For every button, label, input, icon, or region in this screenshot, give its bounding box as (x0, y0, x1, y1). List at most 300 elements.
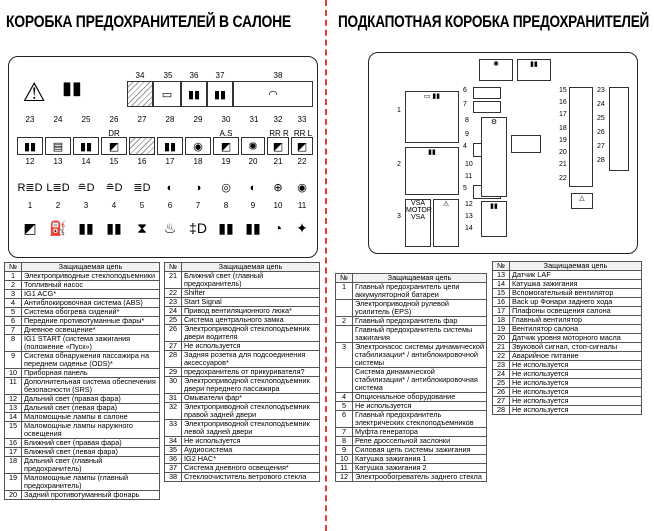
circuit-cell: Ближний свет (главный предохранитель) (182, 272, 320, 289)
fuse-number: 3 (397, 213, 401, 220)
fuse-slot-1 (405, 91, 459, 143)
fuse-number: 28 (597, 157, 605, 164)
fuse-number: 19 (221, 157, 231, 166)
fuse-number-cell: 15 (5, 422, 22, 439)
fuse-slot-18 (185, 137, 211, 155)
fuse-number: 31 (249, 115, 259, 124)
fog-light-icon: ‡D (189, 220, 207, 236)
airbag-icon: ✦ (296, 220, 308, 236)
circuit-cell: Не используется (182, 437, 320, 446)
manual-icon: ▮▮ (78, 220, 94, 236)
fuse-number: 38 (273, 71, 283, 80)
fuse-slot-22 (291, 129, 313, 155)
fuse-slot-3 (405, 199, 431, 247)
low-beam-icon: ≘D (105, 182, 123, 194)
parking-light-icon: ◐ (166, 182, 174, 194)
manual-icon: ▮▮ (245, 220, 261, 236)
drl-icon: ◉ (297, 182, 307, 194)
circuit-cell: Вентилятор салона (510, 325, 642, 334)
fuse-tag: DR (108, 129, 120, 138)
col-number: № (493, 262, 510, 271)
fuse-slot-19 (213, 129, 239, 155)
fuse-number-cell: 10 (336, 455, 353, 464)
circuit-cell: Приборная панель (22, 369, 160, 378)
side-light-icon: ◎ (221, 182, 231, 194)
fuse-number: 9 (250, 201, 256, 210)
fuse-number: 9 (465, 131, 469, 138)
circuit-cell: Топливный насос (22, 281, 160, 290)
table-row (336, 283, 487, 300)
table-row (5, 378, 160, 395)
fuse-number-cell: 15 (493, 289, 510, 298)
manual-icon: ▮▮ (428, 149, 436, 156)
fuse-number-cell: 23 (165, 298, 182, 307)
fuse-number: 34 (135, 71, 145, 80)
fuse-number-cell: 9 (5, 352, 22, 369)
table-row (336, 326, 487, 343)
vsa-label: VSA (410, 214, 425, 221)
manual-icon: ▮▮ (62, 78, 82, 98)
high-beam-icon: R≣D (17, 182, 43, 194)
fuse-number-cell: 10 (5, 369, 22, 378)
fuse-number-cell: 2 (336, 317, 353, 326)
fuse-number: 14 (81, 157, 91, 166)
circuit-cell: Вспомогательный вентилятор (510, 289, 642, 298)
fuse-number: 2 (397, 161, 401, 168)
fuse-number: 10 (465, 161, 473, 168)
fuse-number-cell: 26 (165, 325, 182, 342)
circuit-cell: Не используется (510, 370, 642, 379)
fuse-number-cell (336, 326, 353, 343)
rear-fog-icon: ◐ (249, 182, 257, 194)
circuit-cell: IG1 START (система зажигания (положение «Пуск») (22, 335, 160, 352)
manual-icon: ▮▮ (213, 89, 227, 101)
fuse-number: 7 (463, 101, 467, 108)
manual-icon: ▮▮ (490, 203, 498, 210)
fuse-number-cell: 22 (165, 289, 182, 298)
circuit-cell: Система динамической стабилизации* / антиблокировочная система (353, 368, 487, 393)
fog-light-icon: ≣D (133, 182, 151, 194)
fuse-number-cell: 19 (493, 325, 510, 334)
table-row (5, 491, 160, 500)
circuit-cell: Дневное освещение* (22, 326, 160, 335)
fuse-slot-20 (241, 137, 265, 155)
fuse-number-cell: 31 (165, 394, 182, 403)
circuit-cell: Электроприводной стеклоподъемник правой задней двери (182, 403, 320, 420)
manual-icon: ▮▮ (106, 220, 122, 236)
circuit-cell: Задняя розетка для подсоединения аксессуаров* (182, 351, 320, 368)
headlight-washer-icon: ✺ (248, 141, 258, 153)
fuse-number-cell (336, 368, 353, 393)
window-icon: ◩ (296, 141, 308, 153)
circuit-cell: Система центрального замка (182, 316, 320, 325)
fuse-number-cell: 36 (165, 455, 182, 464)
fuse-number: 20 (248, 157, 258, 166)
circuit-cell: Опциональное оборудование (353, 393, 487, 402)
fuse-tag: RR R (269, 129, 289, 138)
manual-icon: ▮▮ (530, 61, 538, 68)
table-row (336, 411, 487, 428)
circuit-cell: Главный предохранитель фар (353, 317, 487, 326)
fuse-number-cell: 24 (165, 307, 182, 316)
fuse-slot-15 (101, 129, 127, 155)
seat-heater-icon: ♨ (163, 220, 177, 236)
right-title: ПОДКАПОТНАЯ КОРОБКА ПРЕДОХРАНИТЕЛЕЙ (338, 12, 650, 31)
fuse-number: 26 (109, 115, 119, 124)
fuse-number-cell: 27 (165, 342, 182, 351)
circuit-cell: Катушка зажигания 1 (353, 455, 487, 464)
fuse-number: 13 (465, 213, 473, 220)
fuse-number: 27 (137, 115, 147, 124)
fuse-number: 8 (465, 117, 469, 124)
circuit-cell: Электроприводной стеклоподъемник двери переднего пассажира (182, 377, 320, 394)
circuit-cell: Электроприводной рулевой усилитель (EPS) (353, 300, 487, 317)
circuit-cell: Главный предохранитель электрических стеклоподъемников (353, 411, 487, 428)
fuse-number: 14 (465, 225, 473, 232)
circuit-cell: Задний противотуманный фонарь (22, 491, 160, 500)
window-icon: ◩ (272, 141, 284, 153)
fuse-number-cell: 12 (5, 395, 22, 404)
fuse-number-cell: 30 (165, 377, 182, 394)
fuse-number: 18 (193, 157, 203, 166)
fuse-number: 25 (81, 115, 91, 124)
fuse-number-cell: 25 (165, 316, 182, 325)
fog-light-icon: ⊕ (273, 182, 283, 194)
fuse-number-cell: 17 (5, 448, 22, 457)
circuit-cell: Главный вентилятор (510, 316, 642, 325)
fuse-number-cell: 35 (165, 446, 182, 455)
wiper-icon: ◠ (268, 89, 278, 101)
interior-fuse-table-1 (4, 262, 160, 500)
fuse-column-middle (481, 117, 507, 197)
col-circuit: Защищаемая цепь (510, 262, 642, 271)
fuse-number-cell (336, 300, 353, 317)
fuse-number: 24 (53, 115, 63, 124)
circuit-cell: Силовая цепь системы зажигания (353, 446, 487, 455)
circuit-cell: Датчик LAF (510, 271, 642, 280)
fuse-number: 18 (559, 125, 567, 132)
circuit-cell: предохранитель от прикуривателя? (182, 368, 320, 377)
col-circuit: Защищаемая цепь (182, 263, 320, 272)
engine-fuse-table-2 (492, 261, 642, 415)
table-row (336, 300, 487, 317)
fuse-number: 22 (559, 175, 567, 182)
fuse-number: 23 (597, 87, 605, 94)
low-beam-icon: ≘D (77, 182, 95, 194)
fuse-number: 11 (465, 173, 473, 180)
fuse-slot-14 (73, 137, 99, 155)
fuse-number: 35 (163, 71, 173, 80)
circuit-cell: Маломощные лампы (главный предохранитель) (22, 474, 160, 491)
fuse-number-cell: 7 (336, 428, 353, 437)
fuse-slot-16 (129, 137, 155, 155)
fuse-tag: RR L (293, 129, 313, 138)
circuit-cell: Дальний свет (правая фара) (22, 395, 160, 404)
fuse-slot-7 (473, 101, 501, 113)
fuse-number: 29 (193, 115, 203, 124)
circuit-cell: Датчик уровня моторного масла (510, 334, 642, 343)
engine-fuse-table-1 (335, 273, 487, 482)
fuse-number-cell: 6 (336, 411, 353, 428)
fuse-number: 25 (597, 115, 605, 122)
table-row (165, 272, 320, 289)
fuse-column-unused (609, 87, 629, 171)
fuse-slot-6 (473, 87, 501, 99)
fuse-number-cell: 8 (336, 437, 353, 446)
circuit-cell: Стеклоочиститель ветрового стекла (182, 473, 320, 482)
fuse-number: 5 (139, 201, 145, 210)
fuse-number: 4 (111, 201, 117, 210)
circuit-cell: Маломощные лампы в салоне (22, 413, 160, 422)
fuse-slot-13 (45, 137, 71, 155)
fuse-number-cell: 4 (336, 393, 353, 402)
fuse-number-cell: 9 (336, 446, 353, 455)
fuse-number-cell: 12 (336, 473, 353, 482)
circuit-cell: Реле дроссельной заслонки (353, 437, 487, 446)
fuse-slot-17 (157, 137, 183, 155)
fuse-number-cell: 8 (5, 335, 22, 352)
engine-icon: ⛽ (49, 220, 67, 236)
fuse-number-cell: 5 (336, 402, 353, 411)
fuse-number: 6 (167, 201, 173, 210)
col-number: № (336, 274, 353, 283)
fuse-number-cell: 14 (5, 413, 22, 422)
fuse-slot-34 (127, 81, 153, 107)
window-icon: ◩ (23, 220, 37, 236)
fuse-number: 21 (559, 161, 567, 168)
fuse-number-cell: 17 (493, 307, 510, 316)
fuse-number-cell: 34 (165, 437, 182, 446)
fuse-number: 12 (465, 201, 473, 208)
table-row (493, 406, 642, 415)
audio-icon: ▭ (161, 89, 173, 101)
fuse-number-cell: 1 (5, 272, 22, 281)
fuse-number-cell: 13 (493, 271, 510, 280)
table-row (5, 474, 160, 491)
fuse-number: 10 (273, 201, 283, 210)
fuse-number: 5 (463, 185, 467, 192)
table-row (336, 368, 487, 393)
window-icon: ◩ (220, 141, 232, 153)
circuit-cell: Маломощные лампы наружного освещения (22, 422, 160, 439)
fuse-number-cell: 21 (165, 272, 182, 289)
circuit-cell: Электроприводной стеклоподъемник левой задней двери (182, 420, 320, 437)
circuit-cell: Система дневного освещения* (182, 464, 320, 473)
fuse-number-cell: 25 (493, 379, 510, 388)
fuse-number-cell: 20 (5, 491, 22, 500)
manual-icon: ▮▮ (79, 141, 93, 153)
circuit-cell: Главный предохранитель системы зажигания (353, 326, 487, 343)
fuse-number-cell: 37 (165, 464, 182, 473)
fuse-number-cell: 18 (5, 457, 22, 474)
circuit-cell: Электроприводной стеклоподъемник двери водителя (182, 325, 320, 342)
fuse-slot-2 (405, 147, 459, 195)
left-title: КОРОБКА ПРЕДОХРАНИТЕЛЕЙ В САЛОНЕ (6, 12, 291, 31)
hazard-fuse (571, 193, 593, 209)
interior-fuse-table-2 (164, 262, 320, 482)
circuit-cell: Не используется (510, 388, 642, 397)
circuit-cell: IG2 HAC* (182, 455, 320, 464)
circuit-cell: Передние противотуманные фары* (22, 317, 160, 326)
fuse-number: 26 (597, 129, 605, 136)
manual-icon: ▮▮ (218, 220, 234, 236)
fuse-slot-38 (233, 81, 313, 107)
warning-icon: ⚠ (22, 77, 46, 107)
fuse-number-cell: 16 (493, 298, 510, 307)
col-circuit: Защищаемая цепь (22, 263, 160, 272)
circuit-cell: Не используется (510, 406, 642, 415)
fuse-slot-12 (17, 137, 43, 155)
fuse-number: 3 (83, 201, 89, 210)
circuit-cell: Аудиосистема (182, 446, 320, 455)
fuse-number: 2 (55, 201, 61, 210)
battery-icon: ▭ ▮▮ (423, 93, 441, 100)
fuse-number: 16 (559, 99, 567, 106)
circuit-cell: Антиблокировочная система (ABS) (22, 299, 160, 308)
fuse-number-cell: 6 (5, 317, 22, 326)
window-icon: ◩ (108, 141, 120, 153)
fuse-number-cell: 24 (493, 370, 510, 379)
fuse-number: 30 (221, 115, 231, 124)
table-row (165, 351, 320, 368)
col-circuit: Защищаемая цепь (353, 274, 487, 283)
fuse-number-cell: 19 (5, 474, 22, 491)
manual-icon: ▮▮ (163, 141, 177, 153)
fuse-number-cell: 38 (165, 473, 182, 482)
fuse-number: 4 (463, 143, 467, 150)
circuit-cell: Плафоны освещения салона (510, 307, 642, 316)
fuse-number-cell: 28 (493, 406, 510, 415)
fuse-slot-3b (433, 199, 459, 247)
circuit-cell: Звуковой сигнал, стоп-сигналы (510, 343, 642, 352)
table-row (5, 352, 160, 369)
circuit-cell: Электроприводные стеклоподъемники (22, 272, 160, 281)
fuse-number: 21 (273, 157, 283, 166)
gauge-icon: ◔ (273, 220, 283, 236)
fuse-number-cell: 13 (5, 404, 22, 413)
fuse-number: 17 (165, 157, 175, 166)
circuit-cell: Катушка зажигания (510, 280, 642, 289)
seat-icon: ▤ (52, 141, 64, 153)
fuse-number-cell: 33 (165, 420, 182, 437)
table-row (5, 422, 160, 439)
table-row (5, 457, 160, 474)
fuse-number-cell: 26 (493, 388, 510, 397)
fuse-number: 28 (165, 115, 175, 124)
circuit-cell: Электрообогреватель заднего стекла (353, 473, 487, 482)
table-row (165, 377, 320, 394)
page-divider (325, 0, 327, 531)
circuit-cell: Не используется (510, 361, 642, 370)
circuit-cell: Привод вентиляционного люка* (182, 307, 320, 316)
defrost-icon: ✺ (493, 61, 499, 68)
fuse-number-cell: 28 (165, 351, 182, 368)
fuse-number-cell: 22 (493, 352, 510, 361)
fuse-number: 15 (109, 157, 119, 166)
high-beam-icon: L≣D (46, 182, 70, 194)
fuse-number: 1 (27, 201, 33, 210)
rear-defrost-icon: ⧗ (137, 220, 147, 236)
circuit-cell: Система обогрева сидений* (22, 308, 160, 317)
table-row (165, 403, 320, 420)
fuse-number: 36 (189, 71, 199, 80)
fuse-number: 33 (297, 115, 307, 124)
circuit-cell: Главный предохранитель цепи аккумуляторной батареи (353, 283, 487, 300)
fuse-slot-top (517, 59, 551, 81)
fuse-number-cell: 3 (336, 343, 353, 368)
fuse-number-cell: 20 (493, 334, 510, 343)
table-row (336, 343, 487, 368)
relay-block (511, 135, 541, 153)
fuse-column-right (569, 87, 593, 187)
table-row (5, 335, 160, 352)
circuit-cell: Ближний свет (левая фара) (22, 448, 160, 457)
circuit-cell: Дальний свет (левая фара) (22, 404, 160, 413)
manual-icon: ▮▮ (187, 89, 201, 101)
col-number: № (165, 263, 182, 272)
fuse-slot-35 (153, 81, 181, 107)
engine-icon: ⚙ (490, 119, 498, 126)
circuit-cell: IG1 ACG* (22, 290, 160, 299)
fuse-number-cell: 3 (5, 290, 22, 299)
circuit-cell: Shifter (182, 289, 320, 298)
fuse-number-cell: 32 (165, 403, 182, 420)
fuse-tag: A.S (219, 129, 233, 138)
fuse-number-cell: 11 (5, 378, 22, 395)
fuse-number: 7 (195, 201, 201, 210)
fuse-number: 22 (297, 157, 307, 166)
fuse-number-cell: 14 (493, 280, 510, 289)
fuse-column-middle-low (481, 201, 507, 237)
fuse-number: 24 (597, 101, 605, 108)
fuse-number: 23 (25, 115, 35, 124)
circuit-cell: Не используется (182, 342, 320, 351)
parking-light-icon: ◑ (194, 182, 202, 194)
table-row (336, 473, 487, 482)
circuit-cell: Аварийное питание (510, 352, 642, 361)
circuit-cell: Омыватели фар* (182, 394, 320, 403)
circuit-cell: Start Signal (182, 298, 320, 307)
fuse-number: 20 (559, 149, 567, 156)
fuse-number-cell: 1 (336, 283, 353, 300)
circuit-cell: Ближний свет (правая фара) (22, 439, 160, 448)
fuse-slot-37 (207, 81, 233, 107)
fuse-number-cell: 21 (493, 343, 510, 352)
interior-fuse-box-diagram (8, 56, 318, 258)
circuit-cell: Катушка зажигания 2 (353, 464, 487, 473)
fuse-number-cell: 18 (493, 316, 510, 325)
fuse-number: 19 (559, 137, 567, 144)
fuse-number-cell: 4 (5, 299, 22, 308)
fuse-number: 17 (559, 111, 567, 118)
table-row (165, 473, 320, 482)
fuse-number: 32 (273, 115, 283, 124)
fuse-slot-21 (267, 129, 289, 155)
circuit-cell: Дополнительная система обеспечения безопасности (SRS) (22, 378, 160, 395)
circuit-cell: Муфта генератора (353, 428, 487, 437)
fuse-number-cell: 29 (165, 368, 182, 377)
circuit-cell: Система обнаружения пассажира на переднем сиденье (ODS)* (22, 352, 160, 369)
fuse-number: 16 (137, 157, 147, 166)
fuse-number-cell: 2 (5, 281, 22, 290)
circuit-cell: Электронасос системы динамической стабилизации* / антиблокировочной системы (353, 343, 487, 368)
fuse-slot-36 (181, 81, 207, 107)
fuse-number: 8 (223, 201, 229, 210)
fuse-number: 12 (25, 157, 35, 166)
fuse-slot-top (479, 59, 513, 81)
col-number: № (5, 263, 22, 272)
fuse-number: 27 (597, 143, 605, 150)
